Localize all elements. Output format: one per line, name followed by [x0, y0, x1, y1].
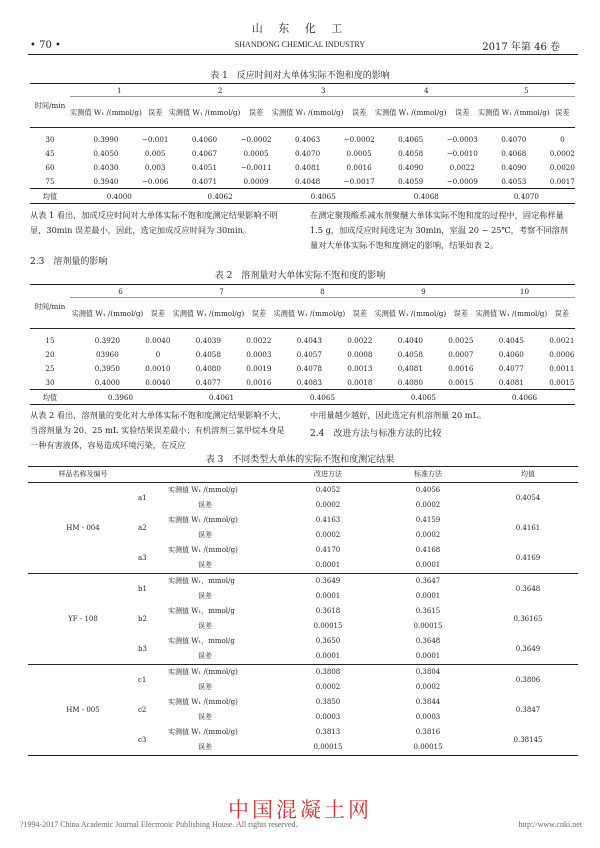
improved-value: 0.4163 [315, 516, 341, 524]
measured-value-header: 实测值 W₁ /(mmol/g) [373, 298, 448, 329]
table1 [30, 83, 575, 204]
average-value: 0.3648 [478, 574, 578, 605]
measured-cell: 0.4048 [295, 176, 321, 186]
standard-value: 0.3804 [378, 665, 478, 681]
standard-error: 0.0001 [415, 652, 441, 660]
error-cell: 0.003 [144, 162, 166, 172]
error-cell: −0.0017 [343, 176, 375, 186]
page-number: • 70 • [30, 40, 61, 51]
measured-cell: 0.4068 [501, 148, 527, 158]
table3 [28, 466, 578, 756]
standard-error: 0.00015 [413, 622, 443, 630]
error-cell: 0.0016 [448, 363, 474, 373]
error-label: 误差 [198, 531, 212, 539]
error-cell: 0.0011 [549, 363, 575, 373]
measured-value-header: 实测值 W₁ /(mmol/g) [70, 97, 142, 128]
sample-id: b1 [138, 574, 168, 605]
measured-cell: 0.3950 [94, 363, 120, 373]
measured-cell: 0.3940 [93, 176, 119, 186]
standard-error: 0.00015 [378, 740, 478, 756]
error-header: 误差 [447, 97, 478, 128]
standard-value: 0.3648 [415, 637, 441, 645]
error-header: 误差 [240, 97, 271, 128]
error-cell: 0.0009 [243, 176, 269, 186]
error-cell: 0.0005 [346, 148, 372, 158]
error-cell: 0.0025 [448, 335, 474, 345]
footer-url: http://www.cnki.net [518, 820, 582, 829]
error-header: 误差 [550, 97, 575, 128]
header-rule [28, 54, 578, 55]
sample-group-number: 8 [272, 285, 373, 298]
error-cell: 0.0006 [549, 349, 575, 359]
error-cell: 0.0005 [243, 148, 269, 158]
error-label: 误差 [198, 683, 212, 691]
sample-group-number: 6 [70, 285, 171, 298]
measured-cell: 0.4051 [191, 162, 218, 172]
time-cell: 45 [45, 148, 55, 158]
error-label: 误差 [198, 652, 212, 660]
measured-value-header: 实测值 W₁ /(mmol/g) [171, 298, 246, 329]
improved-value: 0.3650 [315, 637, 341, 645]
error-cell: 0.0015 [549, 377, 575, 387]
sample-id: c2 [138, 705, 147, 714]
time-cell: 15 [45, 335, 55, 345]
measured-label: 实测值 W₁ /(mmol/g) [168, 516, 238, 524]
measured-cell: 0.4080 [397, 377, 423, 387]
improved-value: 0.3813 [315, 728, 341, 736]
error-header: 误差 [145, 298, 171, 329]
error-cell: −0.0003 [446, 134, 478, 144]
measured-cell: 0.4030 [93, 162, 119, 172]
error-cell: 0.0021 [549, 335, 575, 345]
measured-value-header: 实测值 W₁ /(mmol/g) [70, 298, 145, 329]
measured-cell: 0.4040 [397, 335, 423, 345]
improved-value: 0.3808 [278, 665, 378, 681]
measured-cell: 0.4045 [498, 335, 524, 345]
improved-value: 0.4052 [315, 486, 341, 494]
paragraph-table1-right: 在测定聚羧酸系减水剂聚醚大单体实际不饱和度的过程中，固定称样量 1.5 g，加成反应时间选定为 30min，室温 20 ~ 25℃，考察不同溶剂量对大单体实际不饱和度测定的影响，结果如表 2。 [310, 210, 568, 250]
sample-group-number: 4 [375, 84, 478, 97]
average-value: 0.3847 [515, 705, 541, 714]
measured-cell: 0.4081 [498, 377, 524, 387]
table-row [30, 361, 575, 375]
measured-label: 实测值 W₁ /(mmol/g) [168, 728, 238, 736]
time-cell: 25 [45, 363, 55, 373]
error-cell: 0.0017 [549, 176, 575, 186]
table2 [30, 284, 575, 405]
average-label: 均值 [30, 189, 70, 204]
average-value: 0.36165 [513, 614, 543, 623]
error-cell: −0.0002 [343, 134, 375, 144]
measured-cell: 0.4060 [498, 349, 524, 359]
table-row [30, 128, 575, 147]
measured-value-header: 实测值 W₁ /(mmol/g) [272, 298, 347, 329]
standard-error: 0.0001 [415, 561, 441, 569]
measured-label: 实测值 W₁ /(mmol/g) [168, 546, 238, 554]
measured-cell: 0.4000 [94, 377, 120, 387]
sample-id: a1 [138, 493, 147, 502]
year-volume: 2017 年第 46 卷 [482, 42, 560, 53]
sample-group-number: 7 [171, 285, 272, 298]
sample-id: a3 [138, 553, 147, 562]
error-header: 误差 [142, 97, 169, 128]
section-2-3-heading: 2.3 溶剂量的影响 [30, 257, 108, 267]
standard-error: 0.0002 [415, 683, 441, 691]
improved-method-header: 改进方法 [278, 467, 378, 483]
table3-value-row [28, 483, 578, 499]
measured-label: 实测值 W₁，mmol/g [168, 607, 235, 615]
table-row [30, 347, 575, 361]
error-label: 误差 [198, 713, 212, 721]
average-value: 0.4065 [272, 189, 375, 204]
standard-value: 0.4159 [415, 516, 441, 524]
row-header-cell: 时间/min [30, 84, 70, 128]
error-cell: 0.0007 [448, 349, 474, 359]
improved-error: 0.0001 [315, 652, 341, 660]
error-label: 误差 [198, 501, 212, 509]
error-label: 误差 [198, 592, 212, 600]
average-value: 0.4054 [515, 493, 541, 502]
average-header: 均值 [478, 467, 578, 483]
time-cell: 75 [45, 176, 55, 186]
standard-error: 0.0002 [415, 501, 441, 509]
measured-cell: 0.4058 [397, 349, 423, 359]
paragraph-table2-left: 从表 2 看出，溶剂量的变化对大单体实际不饱和度测定结果影响不大，当溶剂量为 20、25 mL 实验结果误差最小；有机溶剂三氯甲烷本身是一种有害液体，容易造成环境污染，在反应 [30, 410, 287, 450]
sample-id: c3 [138, 725, 168, 756]
measured-cell: 0.4070 [501, 134, 527, 144]
standard-value: 0.3647 [378, 574, 478, 590]
error-cell: −0.0011 [240, 162, 272, 172]
measured-value-header: 实测值 W₁ /(mmol/g) [474, 298, 549, 329]
error-label: 误差 [198, 561, 212, 569]
time-cell: 20 [45, 349, 55, 359]
average-row [30, 189, 575, 204]
standard-value: 0.3844 [415, 698, 441, 706]
average-value: 0.4161 [515, 523, 541, 532]
table1-caption: 表 1 反应时间对大单体实际不饱和度的影响 [210, 71, 390, 81]
error-cell: 0.0010 [145, 363, 171, 373]
average-value: 0.4065 [373, 390, 474, 405]
sample-group-number: 10 [474, 285, 575, 298]
standard-value: 0.4056 [415, 486, 441, 494]
table2-caption: 表 2 溶剂量对大单体实际不饱和度的影响 [214, 271, 386, 281]
error-cell: 0.0002 [549, 148, 575, 158]
error-header: 误差 [347, 298, 373, 329]
table-row [30, 329, 575, 348]
improved-value: 0.3618 [315, 607, 341, 615]
improved-error: 0.00015 [278, 740, 378, 756]
measured-cell: 0.4078 [296, 363, 322, 373]
table-row [30, 375, 575, 390]
table3-value-row [28, 574, 578, 590]
measured-cell: 0.4058 [195, 349, 221, 359]
standard-error: 0.0001 [415, 592, 441, 600]
journal-title-cn: 山 东 化 工 [251, 22, 349, 35]
sample-group-number: 5 [478, 84, 575, 97]
watermark-text: 中国混凝土网 [228, 798, 372, 822]
paragraph-table1-left: 从表 1 看出，加成反应时间对大单体实际不饱和度测定结果影响不明显，30min 误差最小，因此，选定加成反应时间为 30min。 [30, 210, 278, 235]
measured-cell: 0.4060 [191, 134, 218, 144]
measured-label: 实测值 W₁ /(mmol/g) [168, 486, 238, 494]
error-cell: 0.0018 [347, 377, 373, 387]
measured-cell: 0.4070 [295, 148, 321, 158]
average-value: 0.3649 [515, 644, 541, 653]
improved-value: 0.3850 [315, 698, 341, 706]
measured-cell: 0.4090 [398, 162, 424, 172]
error-cell: −0.0010 [446, 148, 478, 158]
sample-id: a2 [138, 523, 147, 532]
average-label: 均值 [30, 390, 70, 405]
table3-value-row [28, 665, 578, 681]
row-header-cell: 时间/min [30, 285, 70, 329]
time-cell: 30 [45, 377, 55, 387]
error-cell: 0.0013 [347, 363, 373, 373]
sub-header-row [30, 97, 575, 128]
sample-name: HM - 005 [28, 665, 138, 756]
error-cell: 0.005 [144, 148, 166, 158]
measured-cell: 0.3920 [94, 335, 120, 345]
table3-caption: 表 3 不同类型大单体的实际不饱和度测定结果 [205, 455, 395, 465]
improved-error: 0.0002 [315, 683, 341, 691]
measured-cell: 0.4039 [195, 335, 221, 345]
improved-error: 0.0002 [315, 501, 341, 509]
average-value: 0.4000 [70, 189, 169, 204]
error-label: 误差 [168, 740, 278, 756]
error-cell: −0.006 [141, 176, 169, 186]
average-value: 0.38145 [478, 725, 578, 756]
average-value: 0.4068 [375, 189, 478, 204]
time-cell: 30 [45, 134, 55, 144]
error-cell: 0.0016 [246, 377, 272, 387]
standard-value: 0.3615 [415, 607, 441, 615]
error-cell: 0.0040 [145, 377, 171, 387]
measured-cell: 0.4050 [93, 148, 119, 158]
standard-value: 0.4168 [415, 546, 441, 554]
error-cell: 0.0008 [347, 349, 373, 359]
sub-header-row [30, 298, 575, 329]
average-value: 0.4070 [478, 189, 575, 204]
measured-label: 实测值 W₁ /(mmol/g) [168, 665, 278, 681]
improved-value: 0.4170 [315, 546, 341, 554]
table-row [30, 146, 575, 160]
measured-cell: 0.4067 [191, 148, 218, 158]
measured-label: 实测值 W₁，mmol/g [168, 574, 278, 590]
group-header-row [30, 84, 575, 97]
sample-group-number: 3 [272, 84, 375, 97]
error-cell: 0.0022 [246, 335, 272, 345]
measured-value-header: 实测值 W₁ /(mmol/g) [169, 97, 241, 128]
sample-name: YF - 108 [28, 574, 138, 665]
improved-error: 0.0003 [315, 713, 341, 721]
sample-group-number: 2 [169, 84, 272, 97]
measured-cell: 0.3990 [93, 134, 119, 144]
average-value: 0.4062 [169, 189, 272, 204]
error-cell: 0.0015 [448, 377, 474, 387]
improved-error: 0.0001 [315, 561, 341, 569]
average-value: 0.3960 [70, 390, 171, 405]
measured-cell: 0.4081 [397, 363, 423, 373]
measured-cell: 0.4065 [398, 134, 424, 144]
standard-method-header: 标准方法 [378, 467, 478, 483]
measured-cell: 0.4080 [195, 363, 221, 373]
error-header: 误差 [549, 298, 575, 329]
measured-cell: 0.4063 [295, 134, 321, 144]
measured-cell: 0.4057 [296, 349, 322, 359]
sample-id: c1 [138, 665, 168, 696]
journal-title-en: SHANDONG CHEMICAL INDUSTRY [234, 40, 366, 49]
measured-cell: 0.4081 [295, 162, 321, 172]
measured-cell: 0.4083 [296, 377, 322, 387]
sample-name: HM - 004 [66, 523, 100, 532]
error-cell: 0 [155, 349, 161, 359]
average-value: 0.4169 [515, 553, 541, 562]
improved-error: 0.00015 [313, 622, 343, 630]
measured-value-header: 实测值 W₁ /(mmol/g) [478, 97, 550, 128]
average-row [30, 390, 575, 405]
table-row [30, 160, 575, 174]
error-cell: 0.0040 [145, 335, 171, 345]
error-cell: 0.0022 [347, 335, 373, 345]
time-cell: 60 [45, 162, 55, 172]
error-cell: −0.001 [141, 134, 169, 144]
standard-value: 0.3816 [415, 728, 441, 736]
measured-cell: 0.4090 [501, 162, 527, 172]
measured-value-header: 实测值 W₁ /(mmol/g) [375, 97, 447, 128]
table3-header-row [28, 467, 578, 483]
measured-cell: 0.4071 [191, 176, 218, 186]
error-cell: 0.0019 [246, 363, 272, 373]
average-value: 0.4066 [474, 390, 575, 405]
table-row [30, 174, 575, 189]
group-header-row [30, 285, 575, 298]
error-cell: 0.0003 [246, 349, 272, 359]
error-header: 误差 [344, 97, 375, 128]
measured-cell: 0.4058 [398, 148, 424, 158]
sample-id: b2 [138, 614, 147, 623]
measured-cell: 0.4077 [498, 363, 524, 373]
improved-error: 0.0001 [315, 592, 341, 600]
error-cell: 0 [560, 134, 565, 144]
footer-copyright: ?1994-2017 China Academic Journal Electronic Publishing House. All rights reserved. [20, 820, 298, 829]
measured-cell: 0.4059 [398, 176, 424, 186]
sample-group-number: 1 [70, 84, 169, 97]
error-label: 误差 [198, 622, 212, 630]
measured-cell: 03960 [95, 349, 119, 359]
error-header: 误差 [448, 298, 474, 329]
measured-cell: 0.4053 [501, 176, 527, 186]
paragraph-table2-right: 中用量越少越好，因此选定有机溶剂量 20 mL。 [310, 410, 487, 420]
error-header: 误差 [246, 298, 272, 329]
measured-cell: 0.4077 [195, 377, 221, 387]
error-cell: −0.0009 [446, 176, 478, 186]
blank-header [138, 467, 168, 483]
sample-header: 样品名称及编号 [28, 467, 138, 483]
average-value: 0.4065 [272, 390, 373, 405]
average-value: 0.3806 [478, 665, 578, 696]
measured-value-header: 实测值 W₁ /(mmol/g) [272, 97, 344, 128]
measured-label: 实测值 W₁ /(mmol/g) [168, 698, 238, 706]
label-header [168, 467, 278, 483]
improved-value: 0.3649 [278, 574, 378, 590]
sample-id: b3 [138, 644, 147, 653]
error-cell: −0.0002 [240, 134, 272, 144]
measured-cell: 0.4043 [296, 335, 322, 345]
standard-error: 0.0003 [415, 713, 441, 721]
standard-error: 0.0002 [415, 531, 441, 539]
section-2-4-heading: 2.4 改进方法与标准方法的比较 [310, 429, 442, 439]
error-cell: 0.0016 [346, 162, 372, 172]
error-cell: 0.0022 [449, 162, 475, 172]
measured-label: 实测值 W₁，mmol/g [168, 637, 235, 645]
improved-error: 0.0002 [315, 531, 341, 539]
sample-group-number: 9 [373, 285, 474, 298]
average-value: 0.4061 [171, 390, 272, 405]
error-cell: 0.0020 [549, 162, 575, 172]
